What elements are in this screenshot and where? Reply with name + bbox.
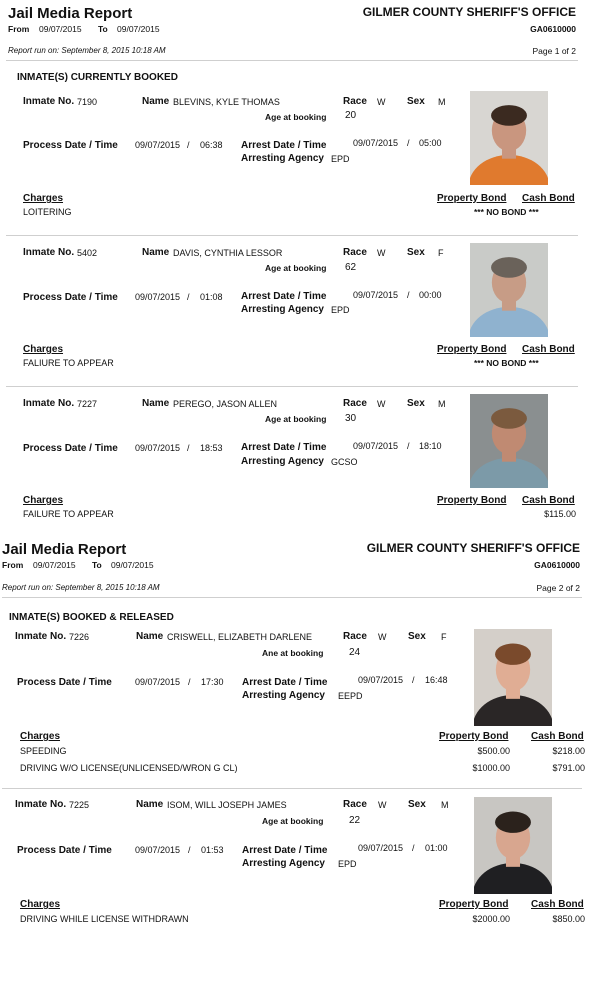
- age-value: 22: [349, 815, 361, 826]
- process-label: Process Date / Time: [17, 677, 112, 688]
- name-value: PEREGO, JASON ALLEN: [173, 399, 278, 409]
- cash-bond-value: $791.00: [552, 763, 585, 773]
- process-time: 06:38: [200, 140, 223, 150]
- photo-hair: [491, 257, 527, 278]
- portrait-graphic: [470, 91, 548, 185]
- cash-bond-label: Cash Bond: [522, 495, 575, 506]
- record-divider: [6, 386, 578, 387]
- arrest-date: 09/07/2015: [353, 441, 399, 451]
- from-label: From: [8, 24, 30, 34]
- portrait-graphic: [474, 629, 552, 726]
- process-label: Process Date / Time: [23, 140, 118, 151]
- race-label: Race: [343, 398, 367, 409]
- office-code: GA0610000: [534, 560, 580, 570]
- race-value: W: [377, 399, 386, 409]
- process-time: 01:53: [201, 845, 224, 855]
- sex-value: F: [438, 248, 444, 258]
- sex-value: M: [441, 800, 449, 810]
- property-bond-value: $1000.00: [472, 763, 510, 773]
- portrait-graphic: [470, 243, 548, 337]
- charge-text: FAILURE TO APPEAR: [23, 509, 114, 519]
- slash: /: [412, 843, 415, 853]
- sex-label: Sex: [408, 799, 426, 810]
- name-value: BLEVINS, KYLE THOMAS: [173, 97, 280, 107]
- charges-label: Charges: [23, 495, 64, 506]
- cash-bond-label: Cash Bond: [531, 731, 584, 742]
- inmate-no-label: Inmate No.: [23, 247, 75, 258]
- record-divider: [6, 235, 578, 236]
- age-label: Ane at booking: [262, 648, 324, 658]
- race-label: Race: [343, 96, 367, 107]
- age-value: 20: [345, 110, 357, 121]
- inmate-no-label: Inmate No.: [15, 799, 67, 810]
- arrest-date: 09/07/2015: [358, 675, 404, 685]
- slash: /: [407, 290, 410, 300]
- sex-value: F: [441, 632, 447, 642]
- portrait-graphic: [474, 797, 552, 894]
- arrest-label: Arrest Date / Time: [241, 291, 327, 302]
- inmate-no-value: 7190: [77, 97, 98, 107]
- from-date: 09/07/2015: [33, 560, 76, 570]
- age-label: Age at booking: [265, 414, 327, 424]
- arrest-label: Arrest Date / Time: [241, 442, 327, 453]
- charge-text: LOITERING: [23, 207, 72, 217]
- charge-text: DRIVING W/O LICENSE(UNLICENSED/WRON G CL): [20, 763, 238, 773]
- charge-text: FALIURE TO APPEAR: [23, 358, 114, 368]
- from-date: 09/07/2015: [39, 24, 82, 34]
- photo-hair: [495, 644, 531, 665]
- arrest-time: 05:00: [419, 138, 442, 148]
- agency-value: EPD: [331, 154, 350, 164]
- arrest-date: 09/07/2015: [353, 290, 399, 300]
- process-label: Process Date / Time: [23, 292, 118, 303]
- race-value: W: [377, 97, 386, 107]
- inmate-no-label: Inmate No.: [23, 398, 75, 409]
- charge-text: SPEEDING: [20, 746, 67, 756]
- inmate-no-value: 7225: [69, 800, 90, 810]
- process-date: 09/07/2015: [135, 677, 181, 687]
- name-label: Name: [142, 96, 170, 107]
- to-date: 09/07/2015: [111, 560, 154, 570]
- inmate-no-value: 7227: [77, 399, 98, 409]
- race-label: Race: [343, 799, 367, 810]
- slash: /: [187, 292, 190, 302]
- charges-label: Charges: [23, 193, 64, 204]
- charges-label: Charges: [20, 899, 61, 910]
- property-bond-label: Property Bond: [439, 731, 509, 742]
- race-value: W: [377, 248, 386, 258]
- inmate-photo: [470, 394, 548, 488]
- slash: /: [187, 443, 190, 453]
- to-label: To: [92, 560, 102, 570]
- sex-label: Sex: [407, 398, 425, 409]
- arrest-label: Arrest Date / Time: [242, 845, 328, 856]
- section-title-released: INMATE(S) BOOKED & RELEASED: [9, 612, 174, 623]
- property-bond-label: Property Bond: [437, 344, 507, 355]
- race-label: Race: [343, 247, 367, 258]
- agency-value: EPD: [331, 305, 350, 315]
- name-value: ISOM, WILL JOSEPH JAMES: [167, 800, 287, 810]
- header-divider: [6, 60, 578, 61]
- process-label: Process Date / Time: [23, 443, 118, 454]
- age-value: 62: [345, 262, 357, 273]
- process-time: 01:08: [200, 292, 223, 302]
- report-title: Jail Media Report: [8, 5, 133, 22]
- race-value: W: [378, 800, 387, 810]
- arrest-time: 00:00: [419, 290, 442, 300]
- agency-label: Arresting Agency: [242, 690, 325, 701]
- arrest-time: 16:48: [425, 675, 448, 685]
- cash-bond-value: $115.00: [544, 509, 576, 519]
- photo-hair: [491, 105, 527, 126]
- cash-bond-label: Cash Bond: [531, 899, 584, 910]
- agency-value: EPD: [338, 859, 357, 869]
- race-value: W: [378, 632, 387, 642]
- cash-bond-value: $850.00: [552, 914, 585, 924]
- photo-hair: [495, 812, 531, 833]
- report-title: Jail Media Report: [2, 541, 127, 558]
- header-divider: [2, 597, 582, 598]
- process-date: 09/07/2015: [135, 845, 181, 855]
- agency-value: EEPD: [338, 691, 363, 701]
- race-label: Race: [343, 631, 367, 642]
- age-value: 24: [349, 647, 361, 658]
- inmate-photo: [474, 797, 552, 894]
- process-time: 18:53: [200, 443, 223, 453]
- inmate-no-label: Inmate No.: [23, 96, 75, 107]
- page-number: Page 1 of 2: [532, 46, 576, 56]
- process-date: 09/07/2015: [135, 292, 181, 302]
- property-bond-label: Property Bond: [437, 193, 507, 204]
- age-label: Age at booking: [265, 263, 327, 273]
- name-label: Name: [142, 247, 170, 258]
- sex-value: M: [438, 97, 446, 107]
- to-label: To: [98, 24, 108, 34]
- process-time: 17:30: [201, 677, 224, 687]
- agency-label: Arresting Agency: [241, 456, 324, 467]
- page-number: Page 2 of 2: [536, 583, 580, 593]
- process-date: 09/07/2015: [135, 443, 181, 453]
- arrest-time: 18:10: [419, 441, 442, 451]
- inmate-photo: [470, 243, 548, 337]
- property-bond-label: Property Bond: [439, 899, 509, 910]
- agency-label: Arresting Agency: [242, 858, 325, 869]
- no-bond-text: *** NO BOND ***: [474, 207, 539, 217]
- inmate-no-value: 5402: [77, 248, 98, 258]
- charges-label: Charges: [20, 731, 61, 742]
- office-name: GILMER COUNTY SHERIFF'S OFFICE: [362, 5, 576, 19]
- cash-bond-label: Cash Bond: [522, 344, 575, 355]
- sex-label: Sex: [407, 247, 425, 258]
- record-divider: [2, 788, 582, 789]
- age-label: Age at booking: [262, 816, 324, 826]
- to-date: 09/07/2015: [117, 24, 160, 34]
- sex-label: Sex: [408, 631, 426, 642]
- agency-label: Arresting Agency: [241, 153, 324, 164]
- arrest-date: 09/07/2015: [358, 843, 404, 853]
- age-label: Age at booking: [265, 112, 327, 122]
- no-bond-text: *** NO BOND ***: [474, 358, 539, 368]
- name-label: Name: [136, 799, 164, 810]
- report-run: Report run on: September 8, 2015 10:18 AM: [2, 583, 160, 592]
- slash: /: [412, 675, 415, 685]
- cash-bond-label: Cash Bond: [522, 193, 575, 204]
- charge-text: DRIVING WHILE LICENSE WITHDRAWN: [20, 914, 189, 924]
- agency-label: Arresting Agency: [241, 304, 324, 315]
- name-value: DAVIS, CYNTHIA LESSOR: [173, 248, 283, 258]
- portrait-graphic: [470, 394, 548, 488]
- process-label: Process Date / Time: [17, 845, 112, 856]
- name-value: CRISWELL, ELIZABETH DARLENE: [167, 632, 313, 642]
- slash: /: [188, 677, 191, 687]
- inmate-photo: [470, 91, 548, 185]
- inmate-photo: [474, 629, 552, 726]
- inmate-no-value: 7226: [69, 632, 90, 642]
- name-label: Name: [142, 398, 170, 409]
- slash: /: [187, 140, 190, 150]
- from-label: From: [2, 560, 24, 570]
- property-bond-value: $500.00: [477, 746, 510, 756]
- charges-label: Charges: [23, 344, 64, 355]
- arrest-date: 09/07/2015: [353, 138, 399, 148]
- slash: /: [407, 138, 410, 148]
- age-value: 30: [345, 413, 357, 424]
- slash: /: [407, 441, 410, 451]
- agency-value: GCSO: [331, 457, 358, 467]
- name-label: Name: [136, 631, 164, 642]
- arrest-time: 01:00: [425, 843, 448, 853]
- report-run: Report run on: September 8, 2015 10:18 AM: [8, 46, 166, 55]
- property-bond-value: $2000.00: [472, 914, 510, 924]
- office-code: GA0610000: [530, 24, 576, 34]
- slash: /: [188, 845, 191, 855]
- arrest-label: Arrest Date / Time: [242, 677, 328, 688]
- cash-bond-value: $218.00: [552, 746, 585, 756]
- sex-value: M: [438, 399, 446, 409]
- inmate-no-label: Inmate No.: [15, 631, 67, 642]
- process-date: 09/07/2015: [135, 140, 181, 150]
- arrest-label: Arrest Date / Time: [241, 140, 327, 151]
- property-bond-label: Property Bond: [437, 495, 507, 506]
- office-name: GILMER COUNTY SHERIFF'S OFFICE: [366, 541, 580, 555]
- section-title-booked: INMATE(S) CURRENTLY BOOKED: [17, 72, 178, 83]
- photo-hair: [491, 408, 527, 429]
- sex-label: Sex: [407, 96, 425, 107]
